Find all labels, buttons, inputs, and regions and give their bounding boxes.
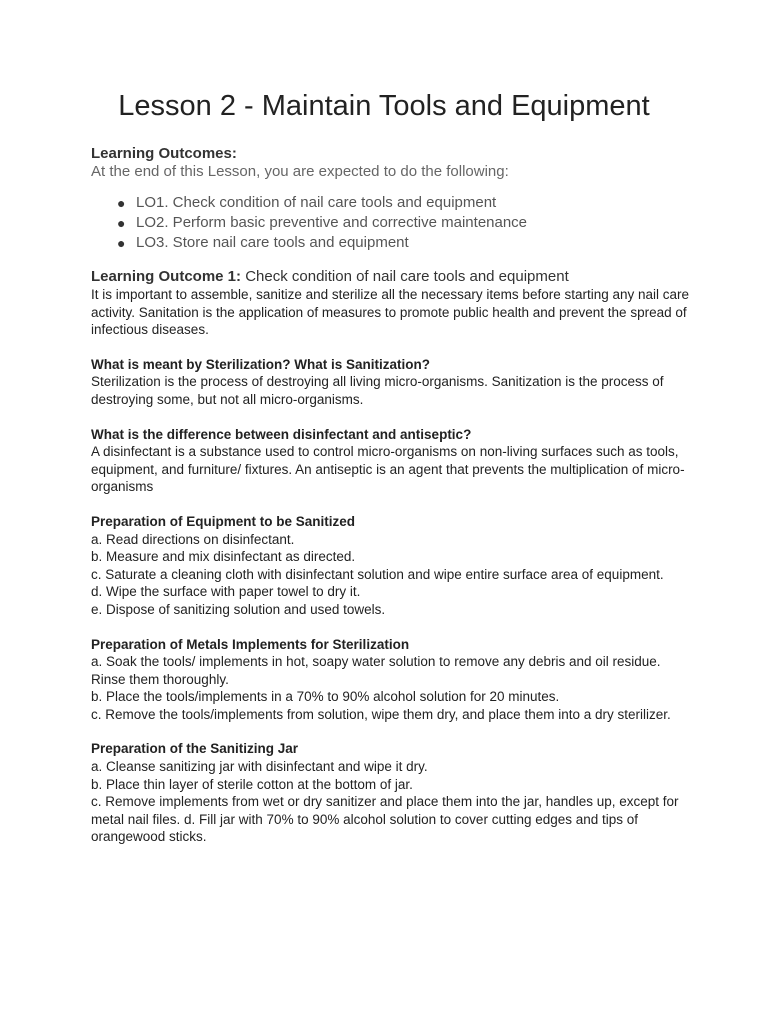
learning-outcome-1-paragraph: It is important to assemble, sanitize and sterilize all the necessary items before starting any nail care activity. Sanitation is the application of measures to promote public health and prevent the spread of infectious diseases. — [91, 287, 690, 338]
procedure-step: c. Saturate a cleaning cloth with disinfectant solution and wipe entire surface area of equipment. — [91, 566, 664, 582]
procedure-step: a. Cleanse sanitizing jar with disinfectant and wipe it dry. — [91, 759, 428, 775]
list-item — [117, 233, 691, 253]
section-title: What is the difference between disinfectant and antiseptic? — [91, 426, 472, 442]
list-item-text: LO1. Check condition of nail care tools and equipment — [136, 194, 497, 211]
procedure-step: b. Place the tools/implements in a 70% to 90% alcohol solution for 20 minutes. — [91, 689, 560, 705]
list-item — [117, 193, 691, 213]
bullet-icon: ● — [117, 215, 126, 231]
list-item-text: LO3. Store nail care tools and equipment — [136, 234, 409, 251]
section-title: What is meant by Sterilization? What is Sanitization? — [91, 356, 431, 372]
procedure-step: c. Remove implements from wet or dry sanitizer and place them into the jar, handles up, except for metal nail files. d. Fill jar with 70% to 90% alcohol solution to cover cutting edges and tips of orangewood sticks. — [91, 794, 679, 845]
procedure-equipment — [91, 513, 691, 619]
section-sterilization — [91, 356, 691, 409]
learning-outcome-1-label: Learning Outcome 1: — [91, 268, 242, 285]
procedure-title: Preparation of Equipment to be Sanitized — [91, 513, 356, 529]
procedure-title: Preparation of the Sanitizing Jar — [91, 741, 299, 757]
procedure-step: e. Dispose of sanitizing solution and used towels. — [91, 601, 386, 617]
procedure-sanitizing-jar — [91, 740, 691, 846]
list-item-text: LO2. Perform basic preventive and corrective maintenance — [136, 214, 528, 231]
learning-outcomes-list — [91, 193, 691, 253]
page-title: Lesson 2 - Maintain Tools and Equipment — [118, 90, 650, 122]
procedure-step: b. Measure and mix disinfectant as directed. — [91, 549, 356, 565]
section-body: Sterilization is the process of destroying all living micro-organisms. Sanitization is the process of destroying some, but not all micro-organisms. — [91, 374, 664, 407]
learning-outcomes-heading: Learning Outcomes: — [91, 145, 237, 162]
procedure-step: c. Remove the tools/implements from solution, wipe them dry, and place them into a dry sterilizer. — [91, 706, 671, 722]
section-body: A disinfectant is a substance used to control micro-organisms on non-living surfaces such as tools, equipment, and furniture/ fixtures. An antiseptic is an agent that prevents the multiplication of micro-organisms — [91, 444, 685, 495]
procedure-step: b. Place thin layer of sterile cotton at the bottom of jar. — [91, 776, 413, 792]
document-body — [91, 145, 691, 846]
learning-outcomes-intro: At the end of this Lesson, you are expected to do the following: — [91, 163, 509, 180]
section-disinfectant — [91, 426, 691, 496]
procedure-step: d. Wipe the surface with paper towel to dry it. — [91, 584, 361, 600]
procedure-metals — [91, 636, 691, 724]
procedure-step: a. Read directions on disinfectant. — [91, 531, 295, 547]
list-item — [117, 213, 691, 233]
learning-outcome-1-heading — [91, 267, 691, 286]
procedure-step: a. Soak the tools/ implements in hot, soapy water solution to remove any debris and oil residue. Rinse them thoroughly. — [91, 654, 661, 687]
bullet-icon: ● — [117, 235, 126, 251]
learning-outcome-1-text: Check condition of nail care tools and equipment — [241, 268, 569, 285]
procedure-title: Preparation of Metals Implements for Sterilization — [91, 636, 410, 652]
bullet-icon: ● — [117, 195, 126, 211]
